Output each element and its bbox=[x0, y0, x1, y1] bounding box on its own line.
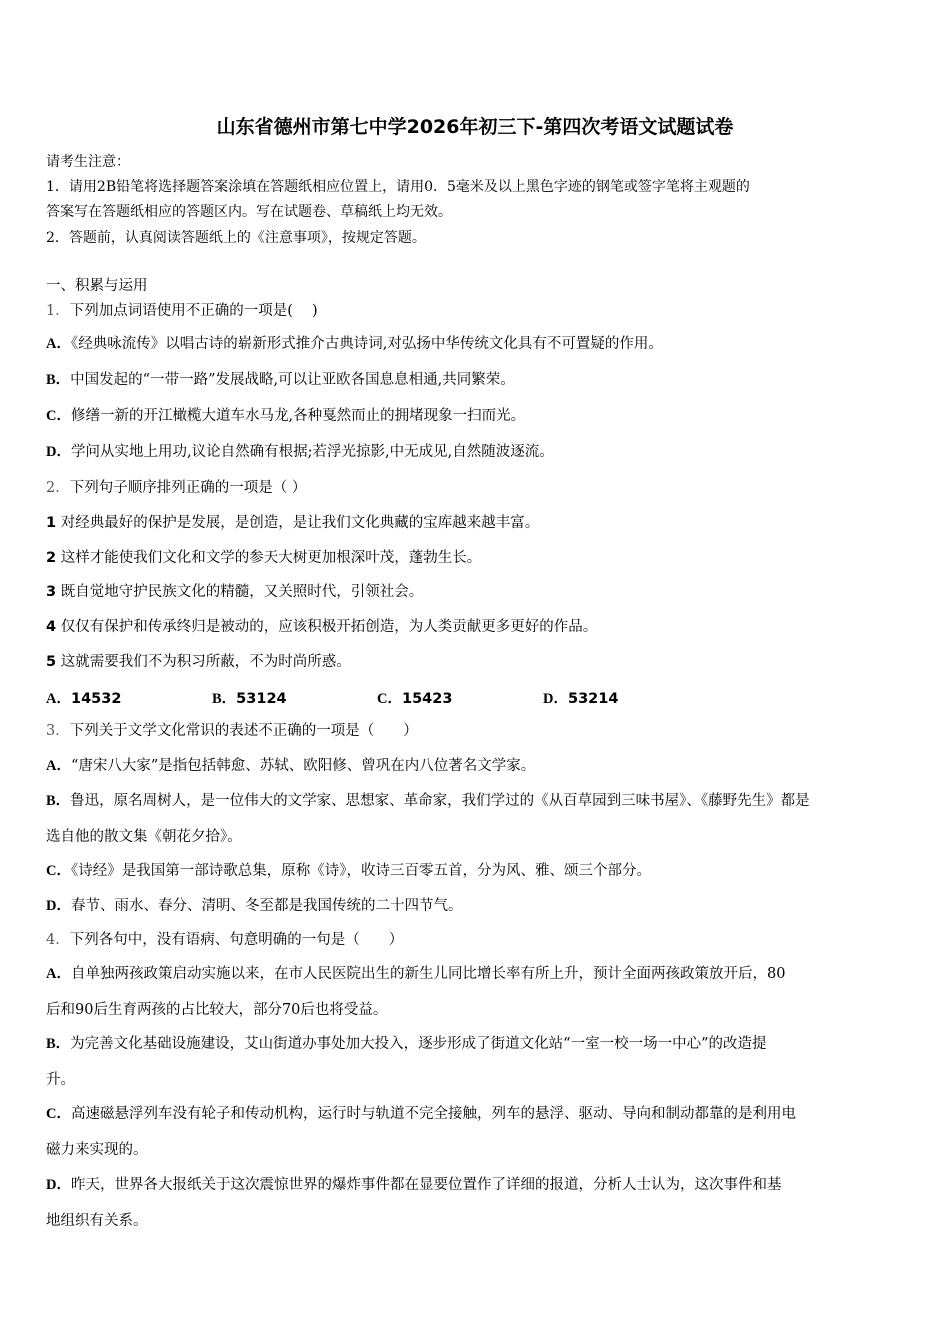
question-3-stem bbox=[46, 721, 418, 741]
option-text: 鲁迅，原名周树人，是一位伟大的文学家、思想家、革命家，我们学过的《从百草园到三味书屋》、《藤野先生》都是 bbox=[70, 793, 810, 809]
question-4-option-a-cont: 后和90后生育两孩的占比较大，部分70后也将受益。 bbox=[46, 1002, 388, 1018]
option-letter: B． bbox=[46, 1036, 71, 1052]
question-2-sentence-2 bbox=[46, 548, 481, 568]
sentence-text: 既自觉地守护民族文化的精髓，又关照时代，引领社会。 bbox=[60, 584, 424, 600]
option-value: 53214 bbox=[567, 691, 619, 707]
option-letter: C． bbox=[46, 408, 71, 424]
question-3-option-a bbox=[46, 756, 535, 776]
option-letter: C． bbox=[46, 863, 71, 879]
question-4-option-b-cont: 升。 bbox=[46, 1072, 75, 1088]
question-3-option-b bbox=[46, 791, 810, 811]
question-3-option-d bbox=[46, 896, 462, 916]
option-text: 昨天，世界各大报纸关于这次震惊世界的爆炸事件都在显要位置作了详细的报道，分析人士认为，这次事件和基 bbox=[70, 1177, 782, 1193]
question-1-option-d bbox=[46, 442, 554, 462]
option-letter: C． bbox=[377, 691, 402, 707]
option-letter: D． bbox=[46, 444, 71, 460]
option-letter: A． bbox=[46, 758, 71, 774]
question-1-stem bbox=[46, 301, 318, 321]
question-1-option-c bbox=[46, 406, 525, 426]
sentence-number: 1 bbox=[46, 515, 57, 531]
option-text: 自单独两孩政策启动实施以来，在市人民医院出生的新生儿同比增长率有所上升，预计全面两孩政策放开后，80 bbox=[70, 966, 786, 982]
question-number: 4． bbox=[46, 932, 70, 948]
notice-item: 答案写在答题纸相应的答题区内。写在试题卷、草稿纸上均无效。 bbox=[46, 204, 452, 220]
option-text: 《诗经》是我国第一部诗歌总集，原称《诗》，收诗三百零五首，分为风、雅、颂三个部分。 bbox=[70, 863, 651, 879]
notice-item: 2．答题前，认真阅读答题纸上的《注意事项》，按规定答题。 bbox=[46, 230, 426, 246]
option-letter: C． bbox=[46, 1106, 71, 1122]
sentence-number: 2 bbox=[46, 550, 57, 566]
question-4-stem bbox=[46, 930, 403, 950]
question-number: 1． bbox=[46, 303, 70, 319]
option-text: 学问从实地上用功,议论自然确有根据;若浮光掠影,中无成见,自然随波逐流。 bbox=[70, 444, 554, 460]
question-4-option-d bbox=[46, 1175, 781, 1195]
question-2-sentence-1 bbox=[46, 513, 539, 533]
option-text: 为完善文化基础设施建设，艾山街道办事处加大投入，逐步形成了街道文化站“一室一校一场一中心”的改造提 bbox=[70, 1036, 767, 1052]
question-4-option-b bbox=[46, 1034, 767, 1054]
sentence-text: 这样才能使我们文化和文学的参天大树更加根深叶茂，蓬勃生长。 bbox=[60, 550, 482, 566]
option-letter: B． bbox=[46, 372, 71, 388]
sentence-number: 5 bbox=[46, 654, 57, 670]
question-number: 2． bbox=[46, 480, 70, 496]
option-text: 中国发起的“一带一路”发展战略,可以让亚欧各国息息相通,共同繁荣。 bbox=[70, 372, 515, 388]
question-2-sentence-3 bbox=[46, 582, 423, 602]
question-3-option-b-cont: 选自他的散文集《朝花夕拾》。 bbox=[46, 829, 242, 845]
option-letter: D． bbox=[46, 1177, 71, 1193]
question-4-option-a bbox=[46, 964, 785, 984]
question-4-option-c bbox=[46, 1104, 796, 1124]
sentence-number: 4 bbox=[46, 619, 57, 635]
question-4-option-d-cont: 地组织有关系。 bbox=[46, 1213, 148, 1229]
sentence-text: 对经典最好的保护是发展，是创造，是让我们文化典藏的宝库越来越丰富。 bbox=[60, 515, 540, 531]
section-heading: 一、积累与运用 bbox=[46, 278, 148, 294]
question-text: 下列加点词语使用不正确的一项是( ) bbox=[69, 303, 318, 319]
sentence-text: 仅仅有保护和传承终归是被动的，应该积极开拓创造，为人类贡献更多更好的作品。 bbox=[60, 619, 598, 635]
question-1-option-b bbox=[46, 370, 515, 390]
notice-item: 1．请用2B铅笔将选择题答案涂填在答题纸相应位置上，请用0．5毫米及以上黑色字迹的钢笔或签字笔将主观题的 bbox=[46, 179, 750, 195]
question-3-option-c bbox=[46, 861, 651, 881]
question-2-sentence-5 bbox=[46, 652, 351, 672]
question-2-stem bbox=[46, 478, 306, 498]
option-letter: A． bbox=[46, 691, 71, 707]
question-1-option-a bbox=[46, 334, 663, 354]
option-letter: B． bbox=[46, 793, 71, 809]
option-text: 《经典咏流传》以唱古诗的崭新形式推介古典诗词,对弘扬中华传统文化具有不可置疑的作用。 bbox=[70, 336, 663, 352]
notice-heading: 请考生注意： bbox=[46, 154, 130, 170]
option-value: 14532 bbox=[70, 691, 122, 707]
question-2-option-c bbox=[377, 687, 452, 708]
option-letter: A． bbox=[46, 336, 71, 352]
option-letter: D． bbox=[46, 898, 71, 914]
question-number: 3． bbox=[46, 723, 70, 739]
option-letter: A． bbox=[46, 966, 71, 982]
option-text: 修缮一新的开江橄榄大道车水马龙,各种戛然而止的拥堵现象一扫而光。 bbox=[70, 408, 526, 424]
question-2-sentence-4 bbox=[46, 617, 597, 637]
option-text: 春节、雨水、春分、清明、冬至都是我国传统的二十四节气。 bbox=[70, 898, 463, 914]
option-value: 15423 bbox=[401, 691, 453, 707]
page-title: 山东省德州市第七中学2026年初三下-第四次考语文试题试卷 bbox=[216, 116, 734, 138]
question-text: 下列关于文学文化常识的表述不正确的一项是（ ） bbox=[69, 723, 418, 739]
sentence-text: 这就需要我们不为积习所蔽，不为时尚所惑。 bbox=[60, 654, 351, 670]
question-text: 下列各句中，没有语病、句意明确的一句是（ ） bbox=[69, 932, 404, 948]
option-text: “唐宋八大家”是指包括韩愈、苏轼、欧阳修、曾巩在内八位著名文学家。 bbox=[70, 758, 536, 774]
option-letter: D． bbox=[543, 691, 568, 707]
question-2-option-d bbox=[543, 687, 618, 708]
question-4-option-c-cont: 磁力来实现的。 bbox=[46, 1142, 148, 1158]
option-text: 高速磁悬浮列车没有轮子和传动机构，运行时与轨道不完全接触，列车的悬浮、驱动、导向和制动都靠的是利用电 bbox=[70, 1106, 796, 1122]
option-letter: B． bbox=[212, 691, 237, 707]
option-value: 53124 bbox=[236, 691, 287, 707]
question-text: 下列句子顺序排列正确的一项是（ ） bbox=[69, 480, 307, 496]
sentence-number: 3 bbox=[46, 584, 57, 600]
question-2-option-b bbox=[212, 687, 287, 708]
question-2-option-a bbox=[46, 687, 121, 708]
